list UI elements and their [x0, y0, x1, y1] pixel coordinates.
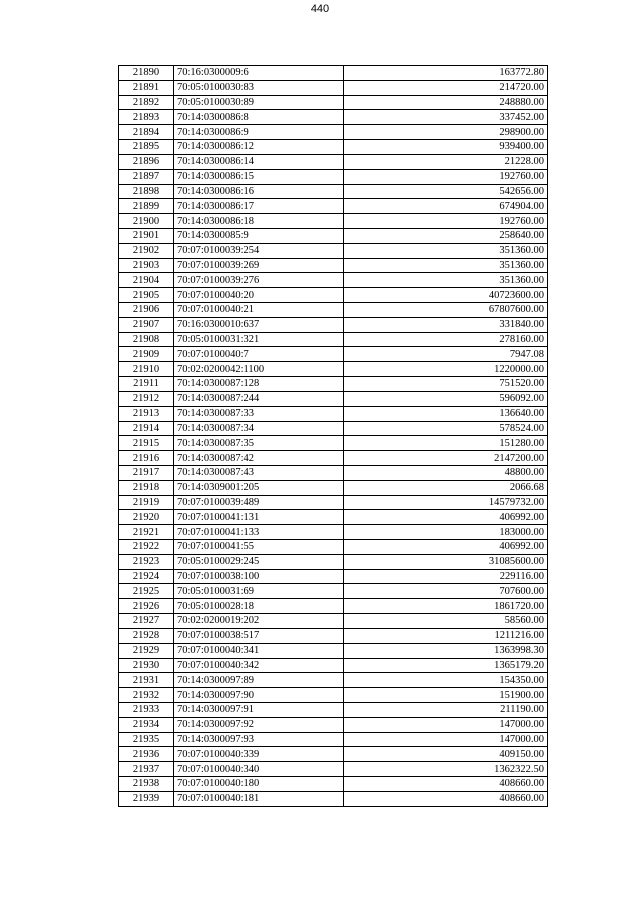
- row-number-cell: 21934: [119, 717, 174, 732]
- table-row: [119, 717, 548, 732]
- table-row: [119, 791, 548, 806]
- table-row: [119, 540, 548, 555]
- value-cell: 151280.00: [344, 436, 548, 451]
- table-row: [119, 332, 548, 347]
- table-row: [119, 495, 548, 510]
- row-number-cell: 21913: [119, 406, 174, 421]
- table-row: [119, 480, 548, 495]
- value-cell: 351360.00: [344, 273, 548, 288]
- table-row: [119, 599, 548, 614]
- value-cell: 406992.00: [344, 510, 548, 525]
- row-number-cell: 21918: [119, 480, 174, 495]
- table-row: [119, 199, 548, 214]
- value-cell: 151900.00: [344, 688, 548, 703]
- value-cell: 751520.00: [344, 377, 548, 392]
- cadastral-number-cell: 70:05:0100029:245: [174, 554, 344, 569]
- cadastral-number-cell: 70:14:0300097:92: [174, 717, 344, 732]
- value-cell: 2147200.00: [344, 451, 548, 466]
- value-cell: 707600.00: [344, 584, 548, 599]
- row-number-cell: 21916: [119, 451, 174, 466]
- row-number-cell: 21933: [119, 702, 174, 717]
- cadastral-number-cell: 70:07:0100040:181: [174, 791, 344, 806]
- row-number-cell: 21937: [119, 762, 174, 777]
- cadastral-number-cell: 70:07:0100039:269: [174, 258, 344, 273]
- table-row: [119, 732, 548, 747]
- row-number-cell: 21900: [119, 214, 174, 229]
- row-number-cell: 21902: [119, 243, 174, 258]
- table-row: [119, 243, 548, 258]
- cadastral-number-cell: 70:14:0300097:91: [174, 702, 344, 717]
- value-cell: 14579732.00: [344, 495, 548, 510]
- value-cell: 147000.00: [344, 732, 548, 747]
- cadastral-number-cell: 70:02:0200042:1100: [174, 362, 344, 377]
- table-row: [119, 184, 548, 199]
- row-number-cell: 21905: [119, 288, 174, 303]
- cadastral-number-cell: 70:14:0309001:205: [174, 480, 344, 495]
- table-row: [119, 554, 548, 569]
- cadastral-number-cell: 70:07:0100039:489: [174, 495, 344, 510]
- table-row: [119, 777, 548, 792]
- cadastral-number-cell: 70:14:0300086:17: [174, 199, 344, 214]
- value-cell: 214720.00: [344, 80, 548, 95]
- cadastral-number-cell: 70:07:0100040:340: [174, 762, 344, 777]
- value-cell: 578524.00: [344, 421, 548, 436]
- row-number-cell: 21926: [119, 599, 174, 614]
- cadastral-number-cell: 70:14:0300087:35: [174, 436, 344, 451]
- table-row: [119, 125, 548, 140]
- table-row: [119, 169, 548, 184]
- table-row: [119, 140, 548, 155]
- value-cell: 163772.80: [344, 66, 548, 81]
- cadastral-number-cell: 70:07:0100040:342: [174, 658, 344, 673]
- page-number: 440: [310, 3, 330, 15]
- table-row: [119, 362, 548, 377]
- table-row: [119, 273, 548, 288]
- table-row: [119, 584, 548, 599]
- row-number-cell: 21903: [119, 258, 174, 273]
- row-number-cell: 21906: [119, 303, 174, 318]
- value-cell: 351360.00: [344, 243, 548, 258]
- cadastral-number-cell: 70:07:0100041:55: [174, 540, 344, 555]
- value-cell: 1211216.00: [344, 628, 548, 643]
- cadastral-number-cell: 70:05:0100028:18: [174, 599, 344, 614]
- value-cell: 1362322.50: [344, 762, 548, 777]
- table-row: [119, 628, 548, 643]
- cadastral-number-cell: 70:07:0100038:517: [174, 628, 344, 643]
- value-cell: 406992.00: [344, 540, 548, 555]
- value-cell: 229116.00: [344, 569, 548, 584]
- row-number-cell: 21928: [119, 628, 174, 643]
- cadastral-number-cell: 70:07:0100040:7: [174, 347, 344, 362]
- row-number-cell: 21915: [119, 436, 174, 451]
- table-row: [119, 421, 548, 436]
- row-number-cell: 21911: [119, 377, 174, 392]
- value-cell: 1220000.00: [344, 362, 548, 377]
- row-number-cell: 21912: [119, 391, 174, 406]
- row-number-cell: 21929: [119, 643, 174, 658]
- table-row: [119, 66, 548, 81]
- row-number-cell: 21901: [119, 228, 174, 243]
- table-row: [119, 391, 548, 406]
- table-row: [119, 688, 548, 703]
- cadastral-number-cell: 70:14:0300087:43: [174, 465, 344, 480]
- cadastral-number-cell: 70:07:0100040:180: [174, 777, 344, 792]
- cadastral-number-cell: 70:14:0300097:89: [174, 673, 344, 688]
- value-cell: 939400.00: [344, 140, 548, 155]
- row-number-cell: 21939: [119, 791, 174, 806]
- table-row: [119, 658, 548, 673]
- value-cell: 154350.00: [344, 673, 548, 688]
- cadastral-number-cell: 70:07:0100040:341: [174, 643, 344, 658]
- row-number-cell: 21936: [119, 747, 174, 762]
- table-row: [119, 643, 548, 658]
- value-cell: 1365179.20: [344, 658, 548, 673]
- row-number-cell: 21914: [119, 421, 174, 436]
- row-number-cell: 21922: [119, 540, 174, 555]
- row-number-cell: 21897: [119, 169, 174, 184]
- cadastral-number-cell: 70:14:0300087:244: [174, 391, 344, 406]
- data-table: [118, 65, 548, 807]
- value-cell: 258640.00: [344, 228, 548, 243]
- row-number-cell: 21908: [119, 332, 174, 347]
- cadastral-number-cell: 70:14:0300087:42: [174, 451, 344, 466]
- table-row: [119, 673, 548, 688]
- table-row: [119, 436, 548, 451]
- row-number-cell: 21899: [119, 199, 174, 214]
- row-number-cell: 21910: [119, 362, 174, 377]
- row-number-cell: 21931: [119, 673, 174, 688]
- row-number-cell: 21923: [119, 554, 174, 569]
- value-cell: 211190.00: [344, 702, 548, 717]
- row-number-cell: 21938: [119, 777, 174, 792]
- value-cell: 147000.00: [344, 717, 548, 732]
- value-cell: 596092.00: [344, 391, 548, 406]
- value-cell: 183000.00: [344, 525, 548, 540]
- cadastral-number-cell: 70:05:0100030:89: [174, 95, 344, 110]
- cadastral-number-cell: 70:14:0300086:9: [174, 125, 344, 140]
- row-number-cell: 21927: [119, 614, 174, 629]
- table-row: [119, 569, 548, 584]
- cadastral-number-cell: 70:07:0100040:20: [174, 288, 344, 303]
- cadastral-number-cell: 70:02:0200019:202: [174, 614, 344, 629]
- row-number-cell: 21904: [119, 273, 174, 288]
- cadastral-number-cell: 70:14:0300086:15: [174, 169, 344, 184]
- cadastral-number-cell: 70:14:0300086:14: [174, 154, 344, 169]
- cadastral-number-cell: 70:05:0100030:83: [174, 80, 344, 95]
- value-cell: 192760.00: [344, 214, 548, 229]
- table-row: [119, 303, 548, 318]
- row-number-cell: 21919: [119, 495, 174, 510]
- table-row: [119, 614, 548, 629]
- row-number-cell: 21921: [119, 525, 174, 540]
- table-row: [119, 154, 548, 169]
- value-cell: 298900.00: [344, 125, 548, 140]
- cadastral-number-cell: 70:14:0300087:128: [174, 377, 344, 392]
- value-cell: 542656.00: [344, 184, 548, 199]
- table-row: [119, 762, 548, 777]
- table-row: [119, 317, 548, 332]
- row-number-cell: 21895: [119, 140, 174, 155]
- value-cell: 48800.00: [344, 465, 548, 480]
- value-cell: 278160.00: [344, 332, 548, 347]
- row-number-cell: 21896: [119, 154, 174, 169]
- cadastral-number-cell: 70:14:0300086:18: [174, 214, 344, 229]
- cadastral-number-cell: 70:07:0100040:339: [174, 747, 344, 762]
- table-row: [119, 702, 548, 717]
- value-cell: 31085600.00: [344, 554, 548, 569]
- cadastral-number-cell: 70:14:0300086:16: [174, 184, 344, 199]
- table-row: [119, 465, 548, 480]
- cadastral-number-cell: 70:16:0300010:637: [174, 317, 344, 332]
- row-number-cell: 21930: [119, 658, 174, 673]
- value-cell: 67807600.00: [344, 303, 548, 318]
- value-cell: 136640.00: [344, 406, 548, 421]
- row-number-cell: 21924: [119, 569, 174, 584]
- cadastral-number-cell: 70:05:0100031:321: [174, 332, 344, 347]
- row-number-cell: 21893: [119, 110, 174, 125]
- row-number-cell: 21935: [119, 732, 174, 747]
- cadastral-number-cell: 70:07:0100039:254: [174, 243, 344, 258]
- row-number-cell: 21891: [119, 80, 174, 95]
- table-row: [119, 288, 548, 303]
- table-row: [119, 228, 548, 243]
- value-cell: 408660.00: [344, 777, 548, 792]
- cadastral-number-cell: 70:14:0300085:9: [174, 228, 344, 243]
- cadastral-number-cell: 70:07:0100039:276: [174, 273, 344, 288]
- row-number-cell: 21898: [119, 184, 174, 199]
- value-cell: 408660.00: [344, 791, 548, 806]
- table-row: [119, 451, 548, 466]
- cadastral-number-cell: 70:14:0300097:93: [174, 732, 344, 747]
- table-body: [119, 66, 548, 807]
- row-number-cell: 21892: [119, 95, 174, 110]
- cadastral-number-cell: 70:14:0300087:33: [174, 406, 344, 421]
- value-cell: 248880.00: [344, 95, 548, 110]
- value-cell: 192760.00: [344, 169, 548, 184]
- cadastral-number-cell: 70:07:0100041:131: [174, 510, 344, 525]
- value-cell: 21228.00: [344, 154, 548, 169]
- row-number-cell: 21925: [119, 584, 174, 599]
- table-row: [119, 747, 548, 762]
- value-cell: 40723600.00: [344, 288, 548, 303]
- cadastral-number-cell: 70:14:0300087:34: [174, 421, 344, 436]
- cadastral-number-cell: 70:07:0100038:100: [174, 569, 344, 584]
- cadastral-number-cell: 70:16:0300009:6: [174, 66, 344, 81]
- row-number-cell: 21890: [119, 66, 174, 81]
- value-cell: 337452.00: [344, 110, 548, 125]
- row-number-cell: 21907: [119, 317, 174, 332]
- value-cell: 58560.00: [344, 614, 548, 629]
- table-row: [119, 258, 548, 273]
- value-cell: 331840.00: [344, 317, 548, 332]
- row-number-cell: 21917: [119, 465, 174, 480]
- cadastral-number-cell: 70:14:0300086:8: [174, 110, 344, 125]
- cadastral-number-cell: 70:07:0100041:133: [174, 525, 344, 540]
- table-row: [119, 214, 548, 229]
- value-cell: 674904.00: [344, 199, 548, 214]
- table-row: [119, 377, 548, 392]
- value-cell: 2066.68: [344, 480, 548, 495]
- table-row: [119, 406, 548, 421]
- cadastral-number-cell: 70:14:0300097:90: [174, 688, 344, 703]
- table-row: [119, 110, 548, 125]
- value-cell: 351360.00: [344, 258, 548, 273]
- cadastral-number-cell: 70:07:0100040:21: [174, 303, 344, 318]
- value-cell: 409150.00: [344, 747, 548, 762]
- value-cell: 7947.08: [344, 347, 548, 362]
- row-number-cell: 21932: [119, 688, 174, 703]
- table-row: [119, 95, 548, 110]
- value-cell: 1861720.00: [344, 599, 548, 614]
- row-number-cell: 21894: [119, 125, 174, 140]
- table-row: [119, 510, 548, 525]
- row-number-cell: 21920: [119, 510, 174, 525]
- value-cell: 1363998.30: [344, 643, 548, 658]
- cadastral-number-cell: 70:14:0300086:12: [174, 140, 344, 155]
- cadastral-number-cell: 70:05:0100031:69: [174, 584, 344, 599]
- row-number-cell: 21909: [119, 347, 174, 362]
- table-row: [119, 347, 548, 362]
- table-row: [119, 525, 548, 540]
- table-row: [119, 80, 548, 95]
